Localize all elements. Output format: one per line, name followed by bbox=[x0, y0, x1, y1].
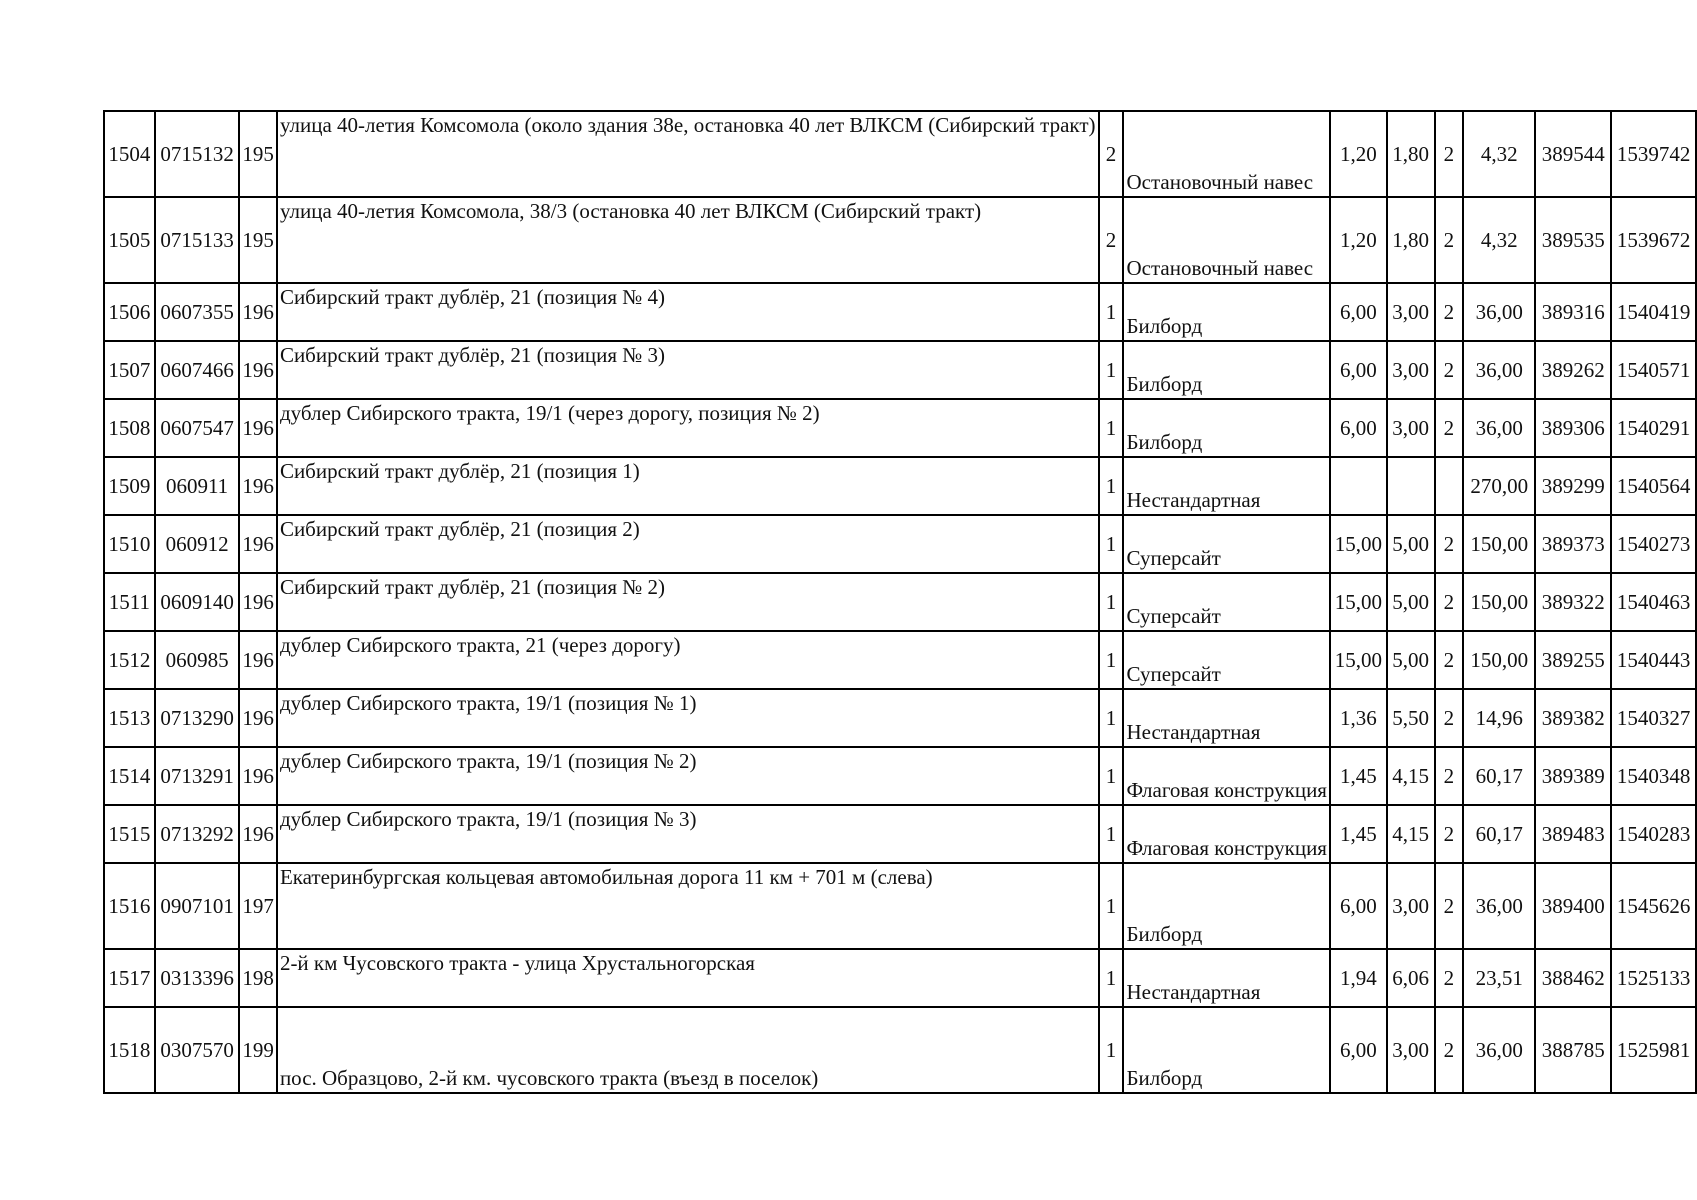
coord-y: 1540283 bbox=[1611, 805, 1696, 863]
height: 3,00 bbox=[1387, 283, 1435, 341]
address: дублер Сибирского тракта, 19/1 (позиция № 2) bbox=[277, 747, 1099, 805]
coord-y: 1540273 bbox=[1611, 515, 1696, 573]
height: 3,00 bbox=[1387, 341, 1435, 399]
sides-count: 1 bbox=[1099, 341, 1124, 399]
sides-count: 1 bbox=[1099, 631, 1124, 689]
row-number: 1514 bbox=[104, 747, 155, 805]
table-row bbox=[104, 689, 1696, 747]
coord-x: 389316 bbox=[1535, 283, 1611, 341]
structure-type: Нестандартная bbox=[1123, 949, 1330, 1007]
coord-x: 389535 bbox=[1535, 197, 1611, 283]
width: 6,00 bbox=[1330, 1007, 1387, 1093]
structure-code: 0713291 bbox=[155, 747, 240, 805]
width: 15,00 bbox=[1330, 573, 1387, 631]
coord-y: 1540443 bbox=[1611, 631, 1696, 689]
width: 1,94 bbox=[1330, 949, 1387, 1007]
address: Сибирский тракт дублёр, 21 (позиция 1) bbox=[277, 457, 1099, 515]
structure-code: 0607547 bbox=[155, 399, 240, 457]
address: дублер Сибирского тракта, 19/1 (через дорогу, позиция № 2) bbox=[277, 399, 1099, 457]
surfaces-count: 2 bbox=[1435, 631, 1464, 689]
table-row bbox=[104, 515, 1696, 573]
address: Сибирский тракт дублёр, 21 (позиция № 2) bbox=[277, 573, 1099, 631]
structure-code: 060912 bbox=[155, 515, 240, 573]
row-number: 1517 bbox=[104, 949, 155, 1007]
table-row bbox=[104, 863, 1696, 949]
row-number: 1516 bbox=[104, 863, 155, 949]
table-row bbox=[104, 399, 1696, 457]
coord-y: 1540564 bbox=[1611, 457, 1696, 515]
coord-x: 389483 bbox=[1535, 805, 1611, 863]
coord-x: 389382 bbox=[1535, 689, 1611, 747]
zone-number: 196 bbox=[239, 631, 277, 689]
width: 1,45 bbox=[1330, 805, 1387, 863]
structure-code: 0713290 bbox=[155, 689, 240, 747]
zone-number: 198 bbox=[239, 949, 277, 1007]
table-row bbox=[104, 341, 1696, 399]
coord-x: 389373 bbox=[1535, 515, 1611, 573]
coord-x: 389544 bbox=[1535, 111, 1611, 197]
surfaces-count: 2 bbox=[1435, 573, 1464, 631]
coord-y: 1540327 bbox=[1611, 689, 1696, 747]
coord-y: 1539742 bbox=[1611, 111, 1696, 197]
sides-count: 1 bbox=[1099, 515, 1124, 573]
coord-x: 389299 bbox=[1535, 457, 1611, 515]
width: 6,00 bbox=[1330, 341, 1387, 399]
coord-x: 389322 bbox=[1535, 573, 1611, 631]
table-row bbox=[104, 747, 1696, 805]
zone-number: 196 bbox=[239, 399, 277, 457]
area: 4,32 bbox=[1463, 197, 1535, 283]
zone-number: 196 bbox=[239, 283, 277, 341]
coord-y: 1540419 bbox=[1611, 283, 1696, 341]
surfaces-count: 2 bbox=[1435, 399, 1464, 457]
coord-y: 1525133 bbox=[1611, 949, 1696, 1007]
area: 36,00 bbox=[1463, 283, 1535, 341]
height: 5,00 bbox=[1387, 631, 1435, 689]
structure-code: 0713292 bbox=[155, 805, 240, 863]
structure-type: Остановочный навес bbox=[1123, 111, 1330, 197]
structure-type: Флаговая конструкция bbox=[1123, 747, 1330, 805]
sides-count: 1 bbox=[1099, 283, 1124, 341]
surfaces-count: 2 bbox=[1435, 197, 1464, 283]
structure-type: Флаговая конструкция bbox=[1123, 805, 1330, 863]
structure-code: 0907101 bbox=[155, 863, 240, 949]
surfaces-count: 2 bbox=[1435, 689, 1464, 747]
structure-code: 0715132 bbox=[155, 111, 240, 197]
structure-code: 060985 bbox=[155, 631, 240, 689]
area: 4,32 bbox=[1463, 111, 1535, 197]
zone-number: 199 bbox=[239, 1007, 277, 1093]
sides-count: 1 bbox=[1099, 457, 1124, 515]
height: 1,80 bbox=[1387, 197, 1435, 283]
table-row bbox=[104, 949, 1696, 1007]
zone-number: 196 bbox=[239, 515, 277, 573]
surfaces-count: 2 bbox=[1435, 863, 1464, 949]
area: 14,96 bbox=[1463, 689, 1535, 747]
coord-x: 389255 bbox=[1535, 631, 1611, 689]
structure-code: 0313396 bbox=[155, 949, 240, 1007]
address: Сибирский тракт дублёр, 21 (позиция № 4) bbox=[277, 283, 1099, 341]
table-row bbox=[104, 631, 1696, 689]
address: пос. Образцово, 2-й км. чусовского тракта (въезд в поселок) bbox=[277, 1007, 1099, 1093]
sides-count: 1 bbox=[1099, 949, 1124, 1007]
structure-type: Суперсайт bbox=[1123, 573, 1330, 631]
sides-count: 2 bbox=[1099, 111, 1124, 197]
width: 6,00 bbox=[1330, 399, 1387, 457]
row-number: 1508 bbox=[104, 399, 155, 457]
surfaces-count: 2 bbox=[1435, 949, 1464, 1007]
address: дублер Сибирского тракта, 21 (через дорогу) bbox=[277, 631, 1099, 689]
width: 6,00 bbox=[1330, 283, 1387, 341]
structure-type: Билборд bbox=[1123, 341, 1330, 399]
row-number: 1509 bbox=[104, 457, 155, 515]
coord-x: 389389 bbox=[1535, 747, 1611, 805]
coord-y: 1545626 bbox=[1611, 863, 1696, 949]
sides-count: 1 bbox=[1099, 805, 1124, 863]
address: Сибирский тракт дублёр, 21 (позиция 2) bbox=[277, 515, 1099, 573]
coord-x: 389400 bbox=[1535, 863, 1611, 949]
zone-number: 195 bbox=[239, 197, 277, 283]
height: 5,00 bbox=[1387, 515, 1435, 573]
zone-number: 196 bbox=[239, 341, 277, 399]
area: 60,17 bbox=[1463, 805, 1535, 863]
area: 36,00 bbox=[1463, 341, 1535, 399]
sides-count: 1 bbox=[1099, 573, 1124, 631]
address: Сибирский тракт дублёр, 21 (позиция № 3) bbox=[277, 341, 1099, 399]
row-number: 1505 bbox=[104, 197, 155, 283]
table-row bbox=[104, 457, 1696, 515]
width: 15,00 bbox=[1330, 631, 1387, 689]
table-body bbox=[104, 111, 1696, 1093]
surfaces-count bbox=[1435, 457, 1464, 515]
row-number: 1510 bbox=[104, 515, 155, 573]
area: 270,00 bbox=[1463, 457, 1535, 515]
coord-x: 388462 bbox=[1535, 949, 1611, 1007]
surfaces-count: 2 bbox=[1435, 283, 1464, 341]
zone-number: 196 bbox=[239, 457, 277, 515]
structure-code: 0607466 bbox=[155, 341, 240, 399]
structure-code: 0715133 bbox=[155, 197, 240, 283]
address: Екатеринбургская кольцевая автомобильная дорога 11 км + 701 м (слева) bbox=[277, 863, 1099, 949]
sides-count: 2 bbox=[1099, 197, 1124, 283]
height: 6,06 bbox=[1387, 949, 1435, 1007]
area: 36,00 bbox=[1463, 863, 1535, 949]
structure-code: 0307570 bbox=[155, 1007, 240, 1093]
zone-number: 196 bbox=[239, 805, 277, 863]
area: 150,00 bbox=[1463, 573, 1535, 631]
width: 1,20 bbox=[1330, 197, 1387, 283]
coord-y: 1525981 bbox=[1611, 1007, 1696, 1093]
zone-number: 196 bbox=[239, 573, 277, 631]
structure-code: 0609140 bbox=[155, 573, 240, 631]
sides-count: 1 bbox=[1099, 399, 1124, 457]
area: 36,00 bbox=[1463, 399, 1535, 457]
address: дублер Сибирского тракта, 19/1 (позиция № 3) bbox=[277, 805, 1099, 863]
structure-code: 0607355 bbox=[155, 283, 240, 341]
height: 4,15 bbox=[1387, 805, 1435, 863]
height bbox=[1387, 457, 1435, 515]
table-row bbox=[104, 111, 1696, 197]
coord-x: 389262 bbox=[1535, 341, 1611, 399]
structure-type: Билборд bbox=[1123, 1007, 1330, 1093]
sides-count: 1 bbox=[1099, 863, 1124, 949]
width: 1,45 bbox=[1330, 747, 1387, 805]
row-number: 1518 bbox=[104, 1007, 155, 1093]
structure-type: Билборд bbox=[1123, 283, 1330, 341]
coord-y: 1540463 bbox=[1611, 573, 1696, 631]
coord-y: 1540348 bbox=[1611, 747, 1696, 805]
structure-code: 060911 bbox=[155, 457, 240, 515]
table-row bbox=[104, 573, 1696, 631]
address: дублер Сибирского тракта, 19/1 (позиция № 1) bbox=[277, 689, 1099, 747]
area: 150,00 bbox=[1463, 631, 1535, 689]
structure-type: Суперсайт bbox=[1123, 515, 1330, 573]
height: 3,00 bbox=[1387, 1007, 1435, 1093]
structure-type: Билборд bbox=[1123, 863, 1330, 949]
surfaces-count: 2 bbox=[1435, 1007, 1464, 1093]
table-row bbox=[104, 1007, 1696, 1093]
height: 4,15 bbox=[1387, 747, 1435, 805]
area: 150,00 bbox=[1463, 515, 1535, 573]
address: улица 40-летия Комсомола (около здания 38е, остановка 40 лет ВЛКСМ (Сибирский тракт) bbox=[277, 111, 1099, 197]
width bbox=[1330, 457, 1387, 515]
surfaces-count: 2 bbox=[1435, 341, 1464, 399]
structure-type: Билборд bbox=[1123, 399, 1330, 457]
height: 5,00 bbox=[1387, 573, 1435, 631]
row-number: 1515 bbox=[104, 805, 155, 863]
surfaces-count: 2 bbox=[1435, 111, 1464, 197]
width: 6,00 bbox=[1330, 863, 1387, 949]
width: 1,36 bbox=[1330, 689, 1387, 747]
row-number: 1504 bbox=[104, 111, 155, 197]
structure-type: Нестандартная bbox=[1123, 457, 1330, 515]
table-row bbox=[104, 197, 1696, 283]
table-row bbox=[104, 283, 1696, 341]
coord-x: 388785 bbox=[1535, 1007, 1611, 1093]
zone-number: 196 bbox=[239, 747, 277, 805]
height: 1,80 bbox=[1387, 111, 1435, 197]
address: улица 40-летия Комсомола, 38/3 (остановка 40 лет ВЛКСМ (Сибирский тракт) bbox=[277, 197, 1099, 283]
row-number: 1511 bbox=[104, 573, 155, 631]
structure-type: Нестандартная bbox=[1123, 689, 1330, 747]
width: 15,00 bbox=[1330, 515, 1387, 573]
height: 3,00 bbox=[1387, 399, 1435, 457]
height: 5,50 bbox=[1387, 689, 1435, 747]
height: 3,00 bbox=[1387, 863, 1435, 949]
row-number: 1512 bbox=[104, 631, 155, 689]
row-number: 1507 bbox=[104, 341, 155, 399]
width: 1,20 bbox=[1330, 111, 1387, 197]
surfaces-count: 2 bbox=[1435, 805, 1464, 863]
structure-type: Остановочный навес bbox=[1123, 197, 1330, 283]
address: 2-й км Чусовского тракта - улица Хрустальногорская bbox=[277, 949, 1099, 1007]
zone-number: 197 bbox=[239, 863, 277, 949]
coord-y: 1540291 bbox=[1611, 399, 1696, 457]
coord-y: 1540571 bbox=[1611, 341, 1696, 399]
advertising-structures-table bbox=[103, 110, 1697, 1094]
sides-count: 1 bbox=[1099, 747, 1124, 805]
area: 36,00 bbox=[1463, 1007, 1535, 1093]
coord-y: 1539672 bbox=[1611, 197, 1696, 283]
table-row bbox=[104, 805, 1696, 863]
sides-count: 1 bbox=[1099, 1007, 1124, 1093]
row-number: 1513 bbox=[104, 689, 155, 747]
row-number: 1506 bbox=[104, 283, 155, 341]
structure-type: Суперсайт bbox=[1123, 631, 1330, 689]
zone-number: 195 bbox=[239, 111, 277, 197]
surfaces-count: 2 bbox=[1435, 747, 1464, 805]
area: 60,17 bbox=[1463, 747, 1535, 805]
surfaces-count: 2 bbox=[1435, 515, 1464, 573]
sides-count: 1 bbox=[1099, 689, 1124, 747]
coord-x: 389306 bbox=[1535, 399, 1611, 457]
zone-number: 196 bbox=[239, 689, 277, 747]
area: 23,51 bbox=[1463, 949, 1535, 1007]
